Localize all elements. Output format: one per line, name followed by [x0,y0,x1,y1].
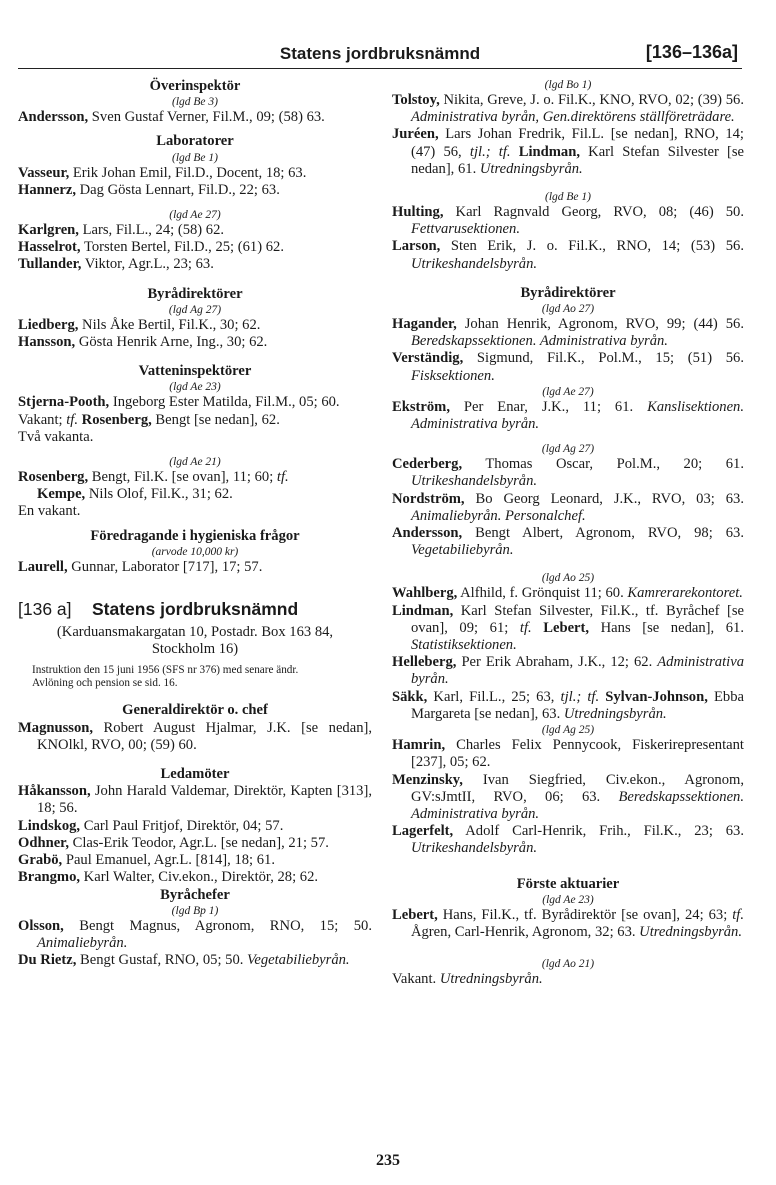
heading-ledamoter: Ledamöter [160,766,230,783]
right-column [392,78,744,988]
person-entry: Andersson, Sven Gustaf Verner, Fil.M., 09; (58) 63. [18,109,325,126]
vacancy-entry: Vakant. Utredningsbyrån. [392,971,543,988]
section-name: Statens jordbruksnämnd [92,599,299,620]
address-line: Stockholm 16) [151,641,239,658]
section-range: [136–136a] [645,42,738,62]
grade-label: (lgd Ae 27) [169,209,221,222]
person-entry: Juréen, Lars Johan Fredrik, Fil.L. [se nedan], RNO, 14; (47) 56, tjl.; tf. Lindman, Karl Stefan Silvester [se nedan], 61. Utredningsbyrån. [392,126,745,177]
person-entry: Lagerfelt, Adolf Carl-Henrik, Frih., Fil.K., 23; 63. Utrikeshandelsbyrån. [392,823,744,857]
heading-laboratorer: Laboratorer [156,133,234,150]
heading-byrachefer: Byråchefer [160,886,230,903]
section-heading [18,598,372,620]
person-entry: Odhner, Clas-Erik Teodor, Agr.L. [se nedan], 21; 57. [18,834,329,851]
person-entry: Laurell, Gunnar, Laborator [717], 17; 57. [18,558,263,575]
running-title: Statens jordbruksnämnd [279,44,481,63]
person-entry: Wahlberg, Alfhild, f. Grönquist 11; 60. Kamrerarekontoret. [392,585,743,602]
grade-label: (lgd Ao 25) [541,572,595,585]
grade-label: (lgd Ao 27) [541,303,595,316]
person-entry: Lebert, Hans, Fil.K., tf. Byrådirektör [se ovan], 24; 63; tf. Ågren, Carl-Henrik, Agronom, 32; 63. Utredningsbyrån. [392,906,744,940]
person-entry: Grabö, Paul Emanuel, Agr.L. [814], 18; 61. [18,852,275,869]
section-code: [136 a] [18,599,72,620]
grade-label: (arvode 10,000 kr) [151,545,239,558]
person-entry: Magnusson, Robert August Hjalmar, J.K. [se nedan], KNOlkl, RVO, 00; (59) 60. [18,719,372,753]
grade-label: (lgd Ae 27) [542,385,594,398]
person-entry: Hansson, Gösta Henrik Arne, Ing., 30; 62. [18,334,268,351]
grade-label: (lgd Ae 23) [169,381,221,394]
person-entry: Rosenberg, Bengt, Fil.K. [se ovan], 11; 60; tf. Kempe, Nils Olof, Fil.K., 31; 62. [18,469,289,503]
person-entry: Karlgren, Lars, Fil.L., 24; (58) 62. [18,222,225,239]
heading-byradirektorer: Byrådirektörer [520,284,616,301]
page-number: 235 [376,1152,400,1169]
grade-label: (lgd Ae 23) [542,893,594,906]
person-entry: Hamrin, Charles Felix Pennycook, Fiskerirepresentant [237], 05; 62. [392,737,744,771]
heading-vatteninspektorer: Vatteninspektörer [138,363,252,380]
person-entry: Hagander, Johan Henrik, Agronom, RVO, 99; (44) 56. Beredskapssektionen. Administrativa byrån. [392,316,744,350]
heading-foredragande: Föredragande i hygieniska frågor [90,527,300,544]
person-entry: Stjerna-Pooth, Ingeborg Ester Matilda, Fil.M., 05; 60. [18,394,340,411]
person-entry: Helleberg, Per Erik Abraham, J.K., 12; 62. Administrativa byrån. [392,654,744,688]
instruction-note: Instruktion den 15 juni 1956 (SFS nr 376) med senare ändr. [32,664,299,677]
heading-generaldirektor: Generaldirektör o. chef [122,702,268,719]
person-entry: Tolstoy, Nikita, Greve, J. o. Fil.K., KNO, RVO, 02; (39) 56. Administrativa byrån, Gen.direktörens ställföreträdare. [392,92,744,126]
grade-label: (lgd Ao 21) [541,958,595,971]
heading-overinspektor: Överinspektör [149,78,241,94]
person-entry: Verständig, Sigmund, Fil.K., Pol.M., 15; (51) 56. Fisksektionen. [392,350,744,384]
person-entry: Tullander, Viktor, Agr.L., 23; 63. [18,256,214,273]
person-entry: Andersson, Bengt Albert, Agronom, RVO, 98; 63. Vegetabiliebyrån. [392,525,744,559]
person-entry: Cederberg, Thomas Oscar, Pol.M., 20; 61. Utrikeshandelsbyrån. [392,456,744,490]
grade-label: (lgd Be 1) [545,191,591,204]
grade-label: (lgd Bo 1) [544,79,592,91]
person-entry: Hannerz, Dag Gösta Lennart, Fil.D., 22; 63. [18,181,280,198]
grade-label: (lgd Be 3) [172,96,218,109]
person-entry: Vakant; tf. Rosenberg, Bengt [se nedan], 62. [18,411,280,428]
heading-forste-aktuarier: Förste aktuarier [516,875,620,892]
person-entry: Hasselrot, Torsten Bertel, Fil.D., 25; (61) 62. [18,239,284,256]
person-entry: Du Rietz, Bengt Gustaf, RNO, 05; 50. Vegetabiliebyrån. [18,952,350,969]
person-entry: Lindskog, Carl Paul Fritjof, Direktör, 04; 57. [18,817,284,834]
person-entry: Larson, Sten Erik, J. o. Fil.K., RNO, 14; (53) 56. Utrikeshandelsbyrån. [392,238,744,272]
grade-label: (lgd Be 1) [172,151,218,164]
person-entry: Vasseur, Erik Johan Emil, Fil.D., Docent, 18; 63. [18,164,307,181]
left-column [18,78,372,969]
person-entry: Lindman, Karl Stefan Silvester, Fil.K., tf. Byråchef [se ovan], 09; 61; tf. Lebert, Hans [se nedan], 61. Statistiksektionen. [392,602,744,654]
vacancy-entry: En vakant. [18,503,81,520]
running-header [18,42,742,69]
vacancy-entry: Två vakanta. [18,428,94,445]
grade-label: (lgd Ag 27) [168,303,222,316]
person-entry: Håkansson, John Harald Valdemar, Direktör, Kapten [313], 18; 56. [18,783,372,817]
person-entry: Säkk, Karl, Fil.L., 25; 63, tjl.; tf. Sylvan-Johnson, Ebba Margareta [se nedan], 63. Utredningsbyrån. [392,688,744,722]
pension-note: Avlöning och pension se sid. 16. [32,677,178,690]
grade-label: (lgd Ae 21) [169,456,221,469]
grade-label: (lgd Ag 27) [541,443,595,456]
person-entry: Brangmo, Karl Walter, Civ.ekon., Direktör, 28; 62. [18,869,319,886]
person-entry: Hulting, Karl Ragnvald Georg, RVO, 08; (46) 50. Fettvarusektionen. [392,204,744,238]
grade-label: (lgd Bp 1) [171,904,219,917]
person-entry: Ekström, Per Enar, J.K., 11; 61. Kanslisektionen. Administrativa byrån. [392,398,744,433]
heading-byradirektorer: Byrådirektörer [147,285,243,302]
person-entry: Olsson, Bengt Magnus, Agronom, RNO, 15; 50. Animaliebyrån. [18,917,372,951]
person-entry: Liedberg, Nils Åke Bertil, Fil.K., 30; 62. [18,316,261,333]
grade-label: (lgd Ag 25) [541,724,595,737]
address-line: (Karduansmakargatan 10, Postadr. Box 163 84, [56,624,334,641]
person-entry: Nordström, Bo Georg Leonard, J.K., RVO, 03; 63. Animaliebyrån. Personalchef. [392,490,744,524]
person-entry: Menzinsky, Ivan Siegfried, Civ.ekon., Agronom, GV:sJmtII, RVO, 06; 63. Beredskapssektionen. Administrativa byrån. [392,771,744,822]
